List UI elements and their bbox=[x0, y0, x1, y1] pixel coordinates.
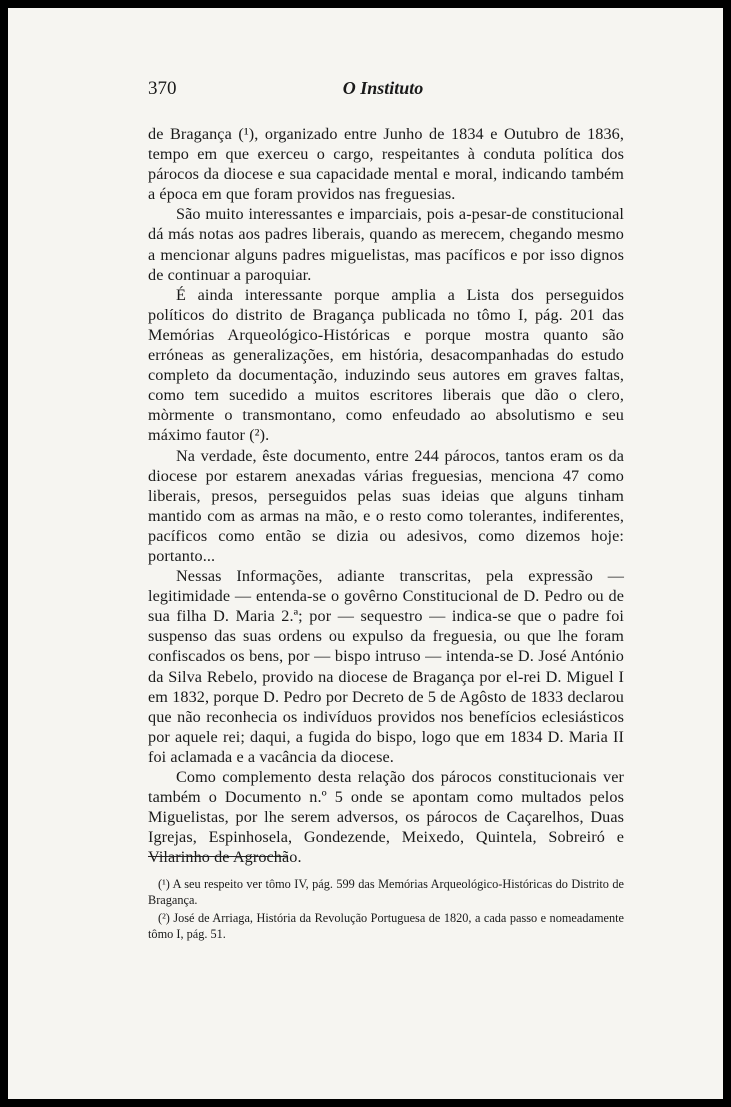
footnote: (¹) A seu respeito ver tômo IV, pág. 599 das Memórias Arqueológico-Históricas do Distrito de Bragança. bbox=[148, 877, 624, 907]
paragraph: Na verdade, êste documento, entre 244 párocos, tantos eram os da diocese por estarem anexadas várias freguesias, menciona 47 como liberais, presos, perseguidos pelas suas ideias que alguns tinham mantido com as armas na mão, e o resto como tolerantes, indiferentes, pacíficos como então se dizia ou adesivos, como dizemos hoje: portanto... bbox=[148, 446, 624, 565]
paragraph: de Bragança (¹), organizado entre Junho de 1834 e Outubro de 1836, tempo em que exerceu o cargo, respeitantes à conduta política dos párocos da diocese e sua capacidade mental e moral, indicando também a época em que foram providos nas freguesias. bbox=[148, 125, 624, 204]
paragraph: É ainda interessante porque amplia a Lista dos perseguidos políticos do distrito de Bragança publicada no tômo I, pág. 201 das Memórias Arqueológico-Históricas e porque mostra quanto são erróneas as generalizações, em história, desacompanhadas do estudo completo da documentação, induzindo seus autores em graves faltas, como tem sucedido a muitos escritores liberais que dão o clero, mòrmente o transmontano, como enfeudado ao absolutismo e seu máximo fautor (²). bbox=[148, 285, 624, 445]
footnotes bbox=[148, 876, 624, 944]
running-title: O Instituto bbox=[342, 78, 424, 98]
footnote: (²) José de Arriaga, História da Revolução Portuguesa de 1820, a cada passo e nomeadamente tômo I, pág. 51. bbox=[148, 911, 624, 941]
body-text bbox=[148, 124, 624, 867]
footnote-divider bbox=[148, 856, 288, 857]
paragraph: Nessas Informações, adiante transcritas, pela expressão — legitimidade — entenda-se o govêrno Constitucional de D. Pedro ou de sua filha D. Maria 2.ª; por — sequestro — indica-se que o padre foi suspenso das suas ordens ou expulso da freguesia, ou que lhe foram confiscados os bens, por — bispo intruso — intenda-se D. José António da Silva Rebelo, provido na diocese de Bragança por el-rei D. Miguel I em 1832, porque D. Pedro por Decreto de 5 de Agôsto de 1833 declarou que não reconhecia os indivíduos providos nos benefícios eclesiásticos por aquele rei; daqui, a fugida do bispo, logo que em 1834 D. Maria II foi aclamada e a vacância da diocese. bbox=[148, 567, 624, 766]
paragraph: Como complemento desta relação dos párocos constitucionais ver também o Documento n.º 5 onde se apontam como multados pelos Miguelistas, por lhe serem adversos, os párocos de Caçarelhos, Duas Igrejas, Espinhosela, Gondezende, Meixedo, Quintela, Sobreiró e Vilarinho de Agrochão. bbox=[148, 768, 624, 867]
page-number: 370 bbox=[148, 78, 177, 99]
page-header bbox=[148, 78, 618, 104]
book-page bbox=[8, 8, 723, 1099]
paragraph: São muito interessantes e imparciais, pois a-pesar-de constitucional dá más notas aos padres liberais, quando as merecem, chegando mesmo a mencionar alguns padres miguelistas, mas pacíficos e por isso dignos de continuar a paroquiar. bbox=[148, 205, 624, 284]
